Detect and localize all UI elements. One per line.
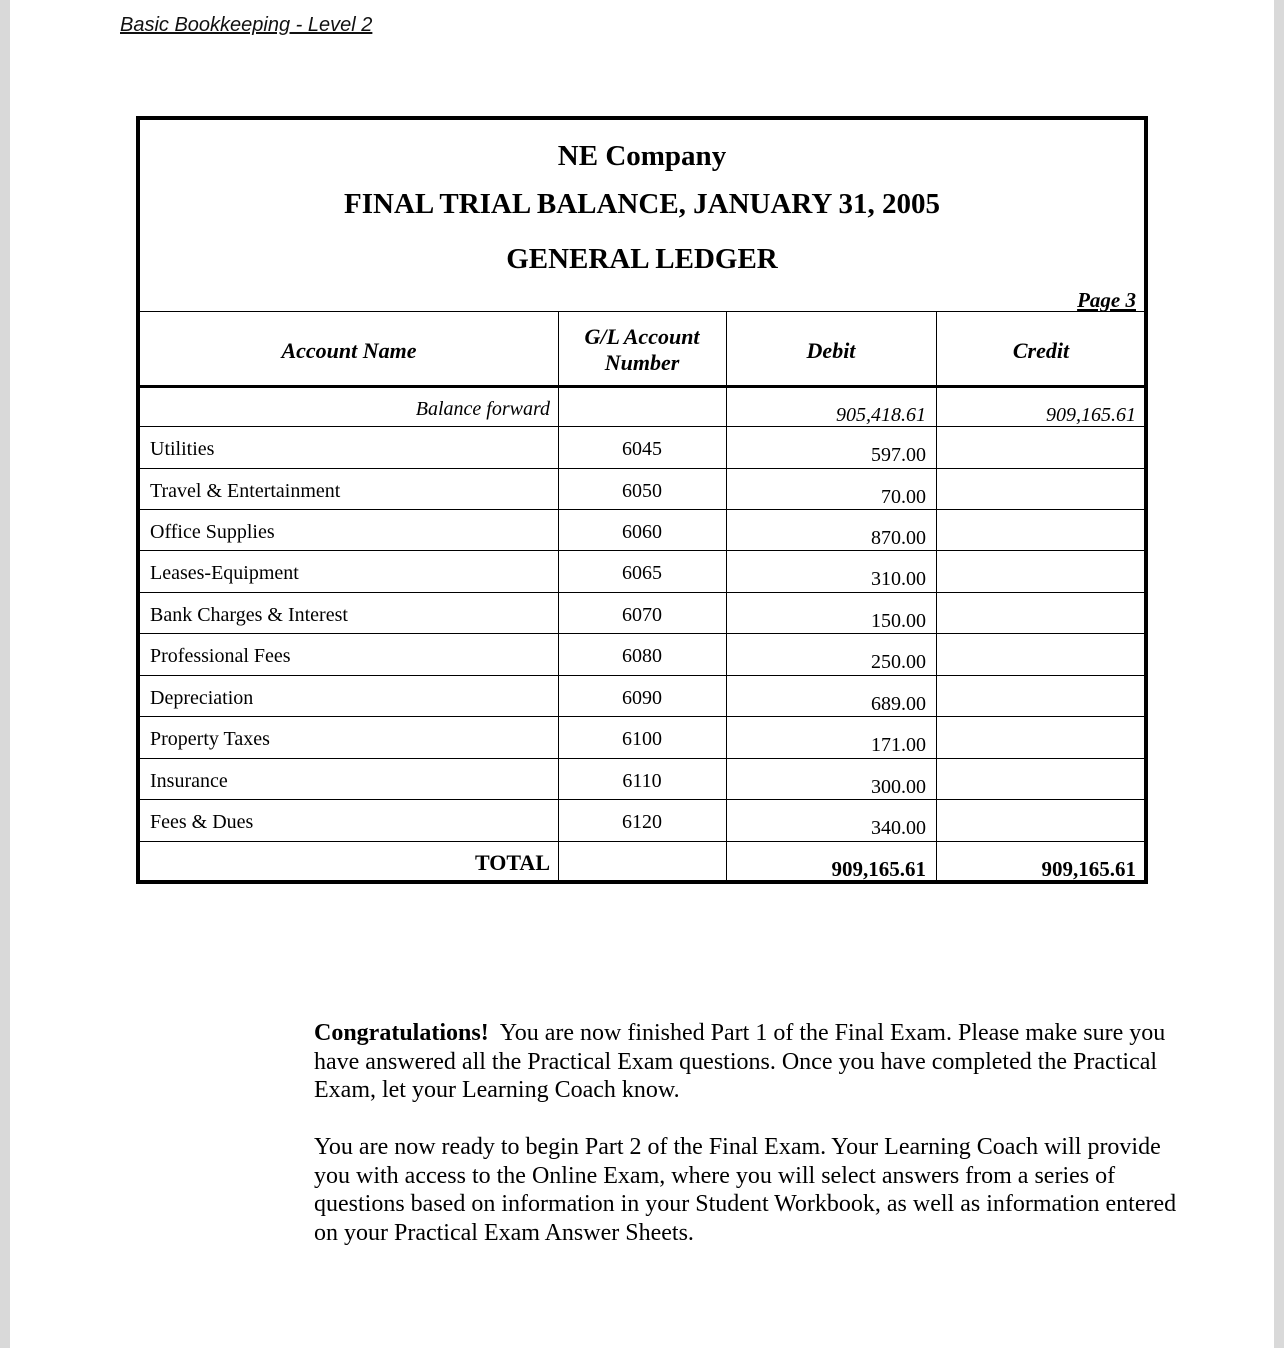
gl-number: 6060 xyxy=(622,521,662,543)
debit-amount: 340.00 xyxy=(871,817,926,839)
row-rule xyxy=(140,841,1144,842)
total-credit: 909,165.61 xyxy=(1041,857,1136,881)
account-name: Leases-Equipment xyxy=(150,562,299,584)
congrats-heading: Congratulations! xyxy=(314,1020,489,1046)
col-header-credit: Credit xyxy=(1012,338,1070,363)
gl-number: 6080 xyxy=(622,645,662,667)
balance-forward-debit: 905,418.61 xyxy=(836,404,926,426)
gl-number: 6050 xyxy=(622,480,662,502)
page-number: Page 3 xyxy=(1077,288,1136,312)
account-name: Fees & Dues xyxy=(150,811,254,833)
debit-amount: 870.00 xyxy=(871,527,926,549)
balance-forward-label: Balance forward xyxy=(415,398,550,420)
account-name: Property Taxes xyxy=(150,728,270,750)
gl-number: 6120 xyxy=(622,811,662,833)
debit-amount: 597.00 xyxy=(871,444,926,466)
account-name: Office Supplies xyxy=(150,521,275,543)
ledger-title: GENERAL LEDGER xyxy=(506,243,778,275)
debit-amount: 310.00 xyxy=(871,568,926,590)
row-rule xyxy=(140,550,1144,551)
gl-number: 6065 xyxy=(622,562,662,584)
account-name: Travel & Entertainment xyxy=(150,480,341,502)
part2-text: You are now ready to begin Part 2 of the Final Exam. Your Learning Coach will provide you with access to the Online Exam, where you will select answers from a series of questions based on information in your Student Workbook, as well as information entered on your Practical Exam Answer Sheets. xyxy=(314,1134,1177,1246)
gl-number: 6110 xyxy=(622,770,662,792)
header-rule-bottom xyxy=(140,385,1144,388)
balance-forward-credit: 909,165.61 xyxy=(1046,404,1136,426)
col-header-account-name: Account Name xyxy=(281,338,417,363)
row-rule xyxy=(140,716,1144,717)
account-name: Depreciation xyxy=(150,687,254,709)
col-header-gl-line1: G/L Account xyxy=(584,324,700,349)
document-header[interactable]: Basic Bookkeeping - Level 2 xyxy=(120,14,373,36)
total-debit: 909,165.61 xyxy=(831,857,926,881)
col-header-gl-line2: Number xyxy=(604,350,680,375)
congrats-text: You are now finished Part 1 of the Final Exam. Please make sure you have answered all the Practical Exam questions. Once you have completed the Practical Exam, let your Learning Coach know. xyxy=(314,1020,1166,1103)
account-name: Professional Fees xyxy=(150,645,291,667)
row-rule xyxy=(140,675,1144,676)
debit-amount: 250.00 xyxy=(871,651,926,673)
col-header-debit: Debit xyxy=(806,338,856,363)
row-rule xyxy=(140,426,1144,427)
gl-number: 6090 xyxy=(622,687,662,709)
document-page xyxy=(10,0,1274,1348)
debit-amount: 300.00 xyxy=(871,776,926,798)
debit-amount: 689.00 xyxy=(871,693,926,715)
gl-number: 6045 xyxy=(622,438,662,460)
row-rule xyxy=(140,633,1144,634)
account-name: Insurance xyxy=(150,770,228,792)
gl-number: 6070 xyxy=(622,604,662,626)
debit-amount: 150.00 xyxy=(871,610,926,632)
row-rule xyxy=(140,799,1144,800)
total-label: TOTAL xyxy=(475,850,550,875)
row-rule xyxy=(140,468,1144,469)
part2-paragraph xyxy=(314,1133,1194,1247)
debit-amount: 171.00 xyxy=(871,734,926,756)
trial-balance-table xyxy=(136,116,1148,884)
company-name: NE Company xyxy=(557,140,727,172)
row-rule xyxy=(140,758,1144,759)
report-subtitle: FINAL TRIAL BALANCE, JANUARY 31, 2005 xyxy=(344,188,940,220)
row-rule xyxy=(140,592,1144,593)
debit-amount: 70.00 xyxy=(881,486,926,508)
account-name: Bank Charges & Interest xyxy=(150,604,348,626)
account-name: Utilities xyxy=(150,438,215,460)
row-rule xyxy=(140,509,1144,510)
gl-number: 6100 xyxy=(622,728,662,750)
header-rule-top xyxy=(140,311,1144,312)
congrats-paragraph xyxy=(314,1019,1194,1105)
